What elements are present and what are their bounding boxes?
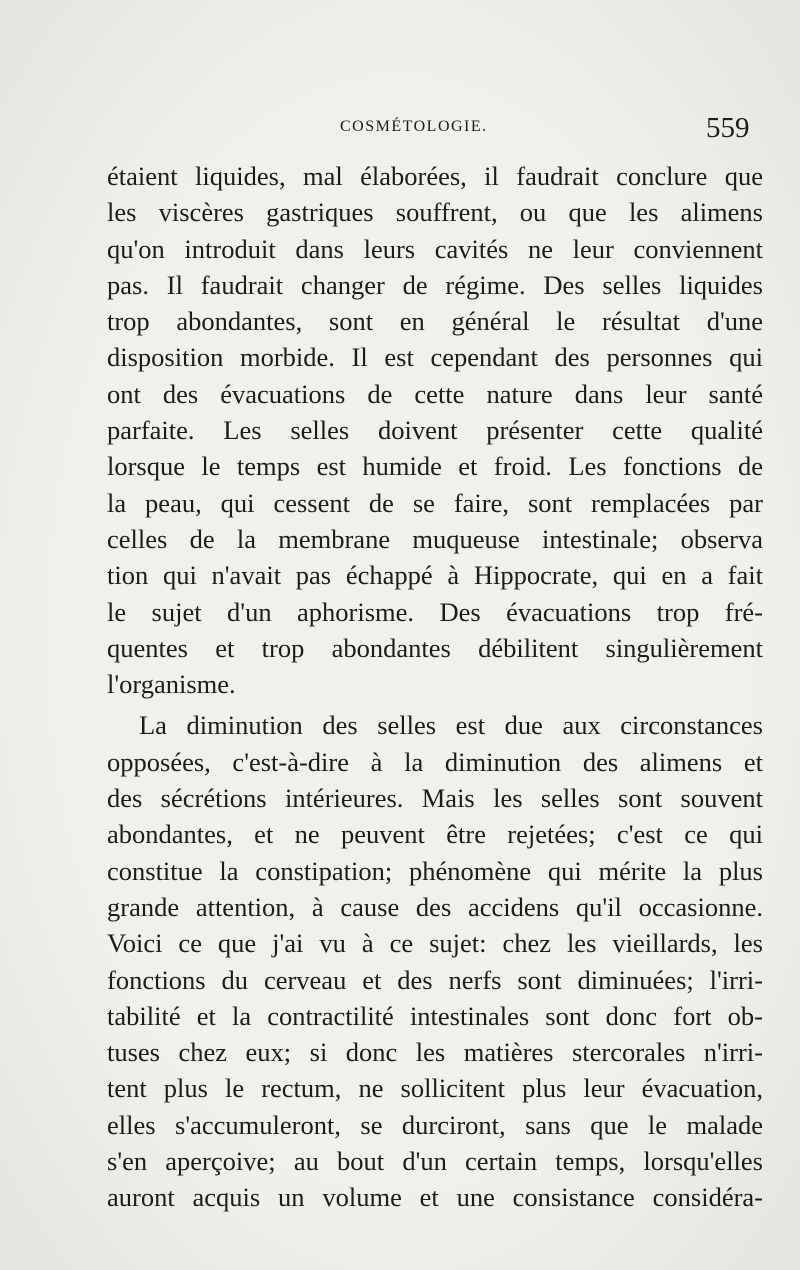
page-number: 559 xyxy=(706,112,750,144)
text-line: tabilité et la contractilité intestinales sont donc fort ob- xyxy=(107,1000,763,1031)
running-title: COSMÉTOLOGIE. xyxy=(340,118,488,135)
text-line: étaient liquides, mal élaborées, il faudrait conclure que xyxy=(107,161,763,191)
text-line: fonctions du cerveau et des nerfs sont diminuées; l'irri- xyxy=(107,964,763,995)
text-line: La diminution des selles est due aux circonstances xyxy=(139,710,763,741)
text-line: trop abondantes, sont en général le résultat d'une xyxy=(107,306,763,337)
page-header xyxy=(0,112,800,152)
text-line: la peau, qui cessent de se faire, sont remplacées par xyxy=(107,487,763,518)
text-line: opposées, c'est-à-dire à la diminution des alimens et xyxy=(107,746,763,777)
text-line: s'en aperçoive; au bout d'un certain temps, lorsqu'elles xyxy=(107,1146,763,1177)
text-line: quentes et trop abondantes débilitent singulièrement xyxy=(107,632,763,663)
text-line: le sujet d'un aphorisme. Des évacuations trop fré- xyxy=(107,596,763,627)
text-line: auront acquis un volume et une consistance considéra- xyxy=(107,1182,763,1213)
paragraph-2 xyxy=(107,707,763,1215)
text-line: tion qui n'avait pas échappé à Hippocrate, qui en a fait xyxy=(107,560,763,591)
text-line: parfaite. Les selles doivent présenter cette qualité xyxy=(107,415,763,446)
text-line: l'organisme. xyxy=(107,669,236,700)
text-line: elles s'accumuleront, se durciront, sans que le malade xyxy=(107,1109,763,1140)
body-text xyxy=(107,158,763,1216)
text-line: lorsque le temps est humide et froid. Les fonctions de xyxy=(107,451,763,482)
text-line: Voici ce que j'ai vu à ce sujet: chez les vieillards, les xyxy=(107,928,763,959)
text-line: ont des évacuations de cette nature dans leur santé xyxy=(107,378,763,409)
text-line: les viscères gastriques souffrent, ou que les alimens xyxy=(107,197,763,228)
text-line: qu'on introduit dans leurs cavités ne leur conviennent xyxy=(107,233,763,264)
text-line: disposition morbide. Il est cependant des personnes qui xyxy=(107,342,763,373)
text-line: abondantes, et ne peuvent être rejetées; c'est ce qui xyxy=(107,819,763,850)
text-line: pas. Il faudrait changer de régime. Des selles liquides xyxy=(107,269,763,300)
paragraph-1 xyxy=(107,158,763,702)
text-line: tuses chez eux; si donc les matières stercorales n'irri- xyxy=(107,1037,763,1068)
text-line: grande attention, à cause des accidens qu'il occasionne. xyxy=(107,891,763,922)
text-line: tent plus le rectum, ne sollicitent plus leur évacuation, xyxy=(107,1073,763,1104)
text-line: constitue la constipation; phénomène qui mérite la plus xyxy=(107,855,763,886)
text-line: celles de la membrane muqueuse intestinale; observa xyxy=(107,523,763,554)
text-line: des sécrétions intérieures. Mais les selles sont souvent xyxy=(107,783,763,814)
